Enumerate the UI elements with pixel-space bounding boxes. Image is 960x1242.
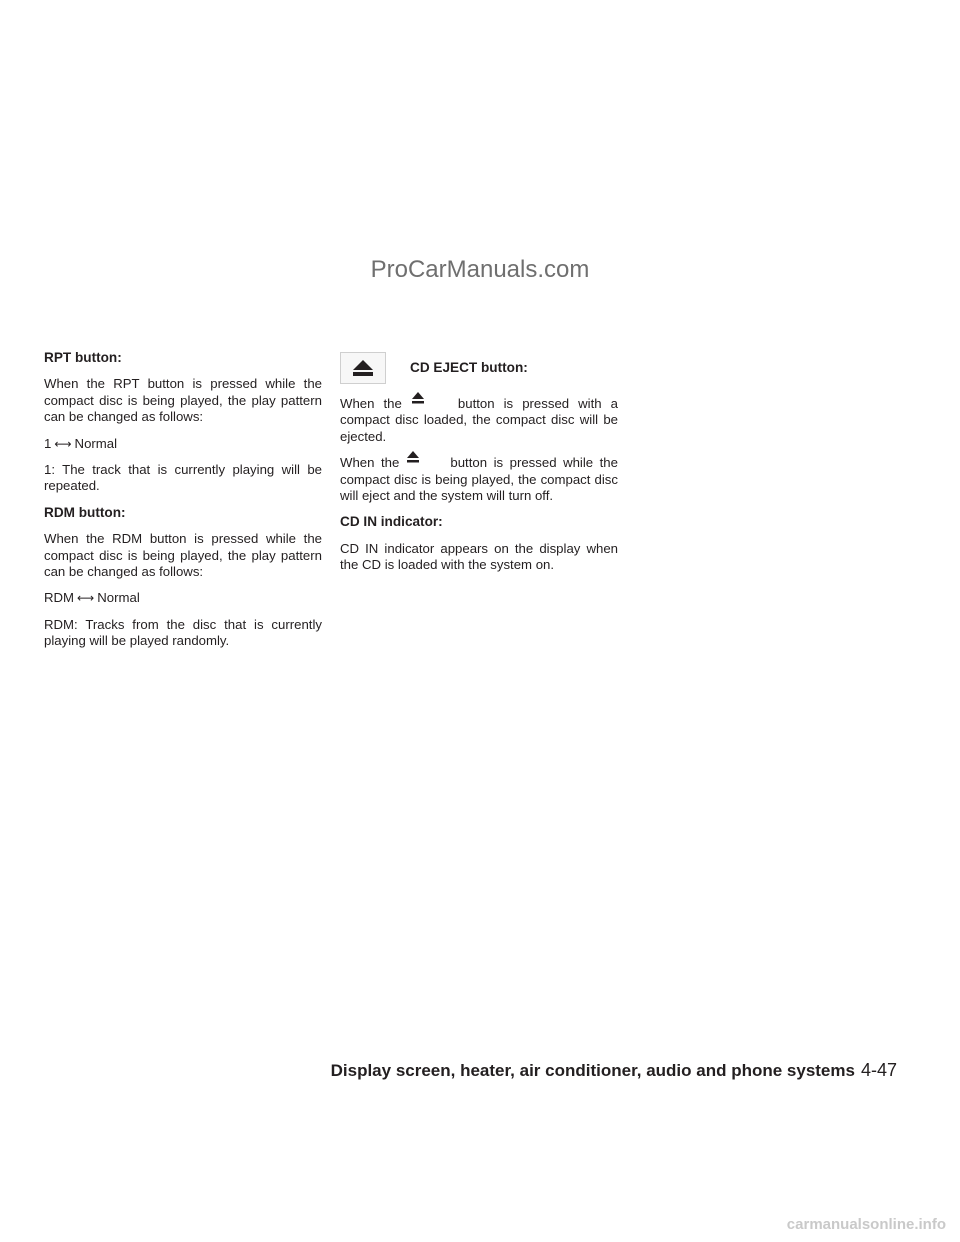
eject-heading: CD EJECT button: bbox=[410, 360, 528, 375]
cdin-heading: CD IN indicator: bbox=[340, 514, 443, 530]
rdm-seq-b: Normal bbox=[97, 590, 140, 606]
p1-post: button is pressed with a compact disc loaded, the compact disc will be ejected. bbox=[340, 396, 618, 444]
cdin-body: CD IN indicator appears on the display when the CD is loaded with the system on. bbox=[340, 540, 618, 573]
watermark-top: ProCarManuals.com bbox=[370, 256, 590, 283]
page-number: 4-47 bbox=[860, 1060, 897, 1080]
eject-paragraph-1 bbox=[340, 396, 618, 445]
eject-icon bbox=[406, 455, 444, 471]
rdm-seq-a: RDM bbox=[44, 590, 75, 606]
rpt-seq-a: 1 bbox=[44, 435, 52, 451]
rpt-body: When the RPT button is pressed while the compact disc is being played, the play pattern can be changed as follows: bbox=[44, 376, 322, 425]
footer-section-title: Display screen, heater, air conditioner, audio and phone systems bbox=[330, 1061, 855, 1080]
rpt-seq-b: Normal bbox=[74, 435, 118, 451]
rdm-note: RDM: Tracks from the disc that is currently playing will be played randomly. bbox=[44, 616, 322, 649]
rdm-sequence bbox=[44, 590, 322, 606]
eject-icon bbox=[411, 396, 449, 412]
eject-header bbox=[340, 350, 618, 388]
eject-icon bbox=[340, 352, 386, 384]
right-column bbox=[340, 350, 618, 584]
rdm-heading: RDM button: bbox=[44, 504, 126, 520]
p2-pre: When the bbox=[340, 455, 400, 471]
eject-paragraph-2 bbox=[340, 455, 618, 504]
double-arrow-icon: ⟷ bbox=[54, 436, 72, 451]
p1-pre: When the bbox=[340, 396, 402, 411]
rpt-note: 1: The track that is currently playing will be repeated. bbox=[44, 462, 322, 494]
rpt-sequence bbox=[44, 436, 322, 452]
page-footer bbox=[331, 1060, 897, 1081]
watermark-bottom: carmanualsonline.info bbox=[786, 1216, 946, 1233]
rpt-heading: RPT button: bbox=[44, 350, 122, 365]
rdm-body: When the RDM button is pressed while the compact disc is being played, the play pattern can be changed as follows: bbox=[44, 531, 322, 580]
left-column bbox=[44, 350, 322, 660]
double-arrow-icon: ⟷ bbox=[77, 591, 95, 606]
p2-post: button is pressed while the compact disc is being played, the compact disc will eject and the system will turn off. bbox=[340, 455, 618, 504]
